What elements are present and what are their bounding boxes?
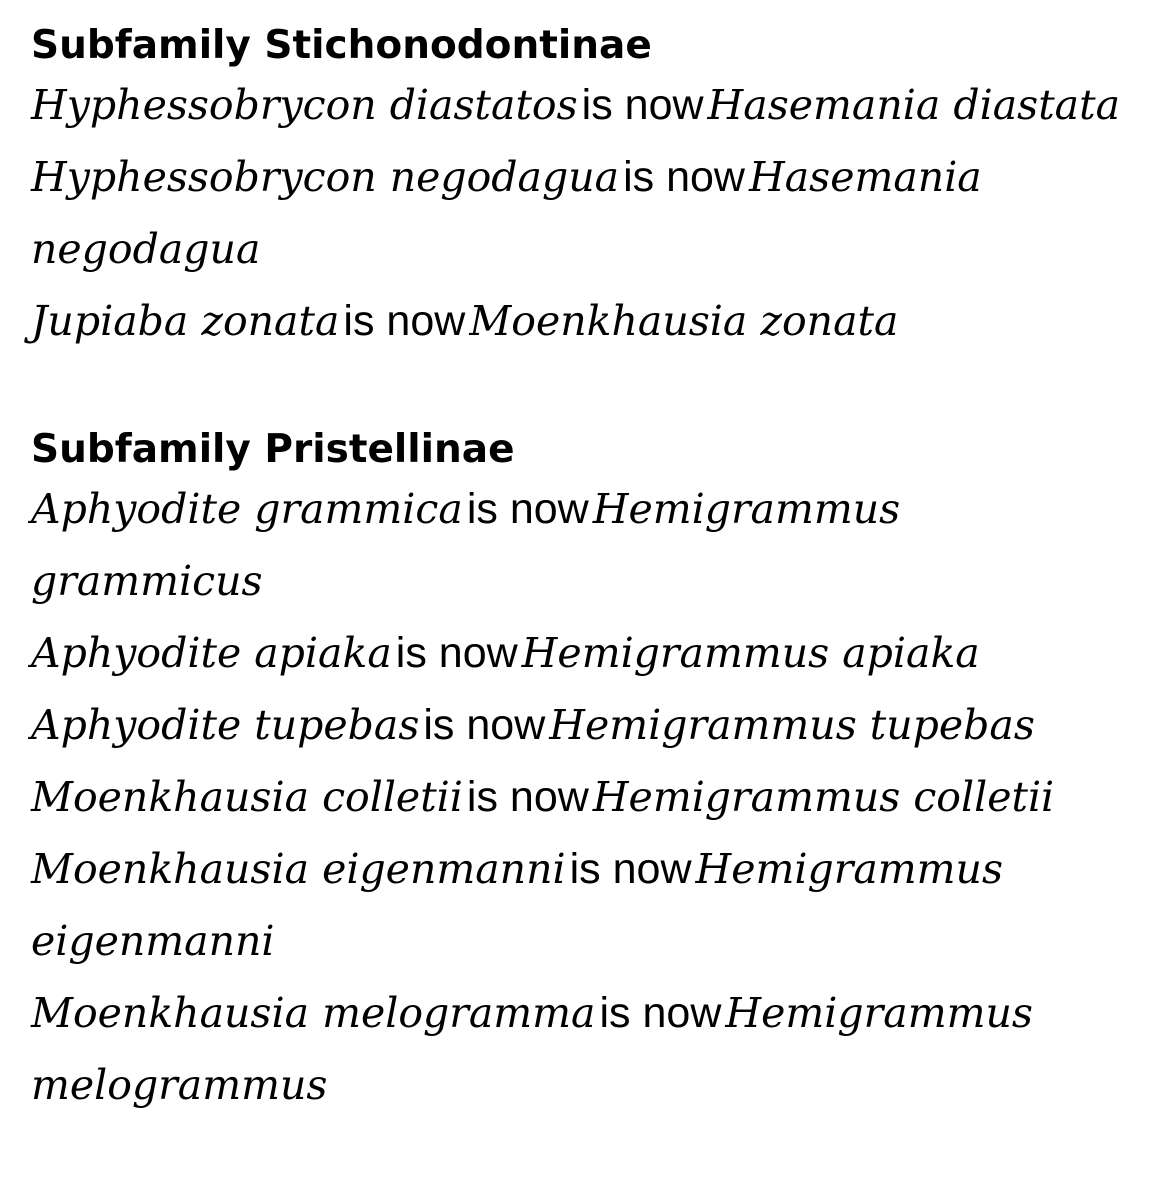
- new-name: Hemigrammus apiaka: [521, 629, 980, 677]
- connector-text: is now: [466, 773, 589, 821]
- connector-text: is now: [569, 845, 692, 893]
- connector-text: is now: [599, 989, 722, 1037]
- document-body: [31, 18, 1141, 1186]
- old-name: Hyphessobrycon negodagua: [31, 153, 620, 201]
- connector-text: is now: [466, 485, 589, 533]
- name-change-entry: [31, 982, 1141, 1126]
- connector-text: is now: [581, 81, 704, 129]
- old-name: Jupiaba zonata: [31, 297, 340, 345]
- name-change-entry: [31, 766, 1141, 838]
- connector-text: is now: [423, 701, 546, 749]
- connector-text: is now: [623, 153, 745, 201]
- new-name: Moenkhausia zonata: [469, 297, 899, 345]
- name-change-entry: [31, 478, 1141, 622]
- section-heading: Subfamily Pristellinae: [31, 427, 515, 472]
- new-name: Hasemania diastata: [707, 81, 1121, 129]
- section-pristellinae: [31, 422, 1141, 1126]
- connector-text: is now: [395, 629, 518, 677]
- old-name: Aphyodite grammica: [31, 485, 463, 533]
- new-name: Hemigrammus tupebas: [549, 701, 1035, 749]
- old-name: Aphyodite apiaka: [31, 629, 392, 677]
- old-name: Moenkhausia eigenmanni: [31, 845, 566, 893]
- old-name: Hyphessobrycon diastatos: [31, 81, 578, 129]
- new-name: Hemigrammus melogrammus: [31, 989, 1033, 1109]
- new-name: Hemigrammus eigenmanni: [31, 845, 1003, 965]
- name-change-entry: [31, 74, 1141, 146]
- name-change-entry: [31, 622, 1141, 694]
- section-stichonodontinae: [31, 18, 1141, 362]
- new-name: Hemigrammus grammicus: [31, 485, 901, 605]
- name-change-entry: [31, 290, 1141, 362]
- old-name: Moenkhausia colletii: [31, 773, 463, 821]
- section-heading: Subfamily Stichonodontinae: [31, 23, 652, 68]
- old-name: Aphyodite tupebas: [31, 701, 420, 749]
- name-change-entry: [31, 694, 1141, 766]
- connector-text: is now: [343, 297, 466, 345]
- old-name: Moenkhausia melogramma: [31, 989, 596, 1037]
- new-name: Hemigrammus colletii: [592, 773, 1055, 821]
- name-change-entry: [31, 838, 1141, 982]
- name-change-entry: [31, 146, 1141, 290]
- new-name: Hasemania negodagua: [31, 153, 982, 273]
